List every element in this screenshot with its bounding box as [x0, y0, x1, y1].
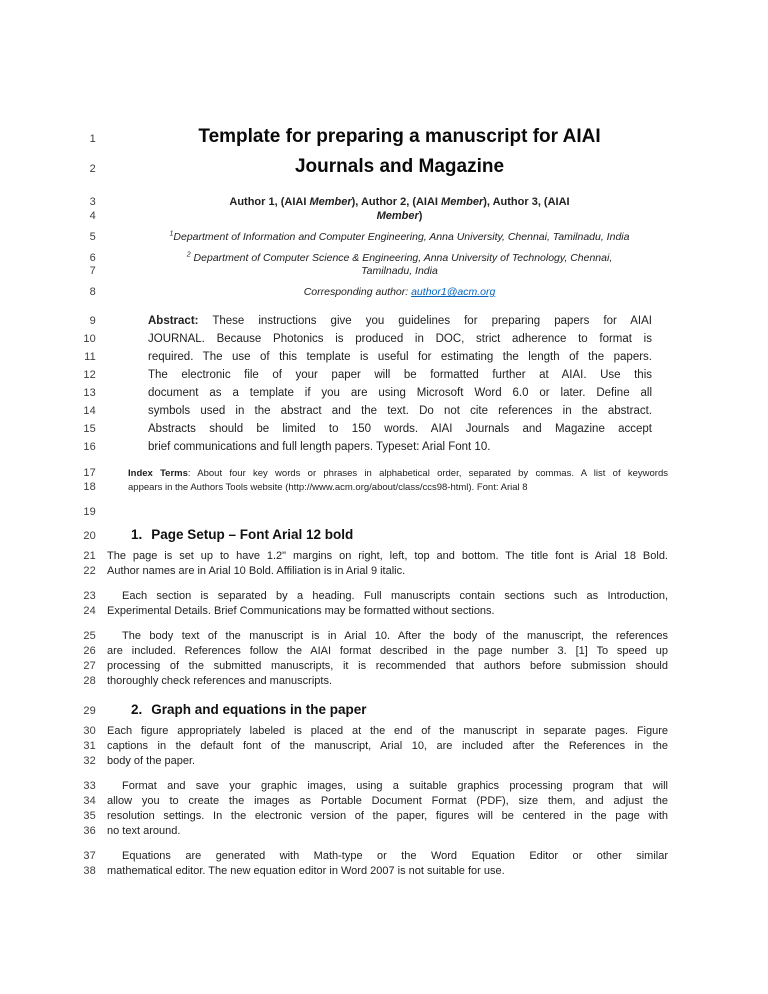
line-number: 3: [89, 196, 96, 208]
title-text-line-2: Journals and Magazine: [294, 156, 505, 177]
body-line: [0, 549, 768, 564]
body-line: [0, 644, 768, 659]
abstract-line: [0, 420, 768, 438]
line-number: 38: [83, 865, 96, 877]
abstract-body: These instructions give you guidelines for preparing papers for AIAI: [212, 315, 652, 327]
body-line: [0, 754, 768, 769]
line-number: 37: [83, 850, 96, 862]
heading-label: Graph and equations in the paper: [151, 702, 367, 717]
body-text: The page is set up to have 1.2" margins on right, left, top and bottom. The title font is Arial 18 Bold.: [107, 550, 668, 562]
abstract-text: required. The use of this template is useful for estimating the length of the papers.: [148, 351, 652, 363]
blank-line-row: [0, 506, 768, 519]
title-text-line-1: Template for preparing a manuscript for AIAI: [198, 126, 601, 147]
line-number: 26: [83, 645, 96, 657]
abstract-line: [0, 330, 768, 348]
member-label: Member: [441, 196, 484, 208]
index-terms-text: [107, 468, 668, 481]
abstract-text: [107, 312, 668, 330]
body-line: [0, 674, 768, 689]
heading-number: 2.: [131, 702, 143, 717]
line-number: 36: [83, 825, 96, 837]
section-1-heading: [0, 526, 768, 545]
line-number: 13: [83, 387, 96, 399]
index-terms-text: appears in the Authors Tools website (http://www.acm.org/about/class/ccs98-html). Font: Arial 8: [128, 481, 528, 493]
author-text: ), Author 2, (AIAI: [351, 196, 442, 208]
document-title: [0, 123, 768, 183]
index-terms-line: [0, 481, 768, 495]
line-number: 35: [83, 810, 96, 822]
heading-number: 1.: [131, 527, 143, 542]
body-line: [0, 864, 768, 879]
index-terms-body: : About four key words or phrases in alphabetical order, separated by commas. A list of keywords: [187, 468, 668, 479]
line-number: 2: [89, 163, 96, 175]
heading-line: [0, 701, 768, 720]
body-line: [0, 824, 768, 839]
line-number: 18: [83, 480, 96, 493]
line-number: 27: [83, 660, 96, 672]
body-text: Each section is separated by a heading. Full manuscripts contain sections such as Introduction,: [122, 590, 668, 602]
line-number: 25: [83, 630, 96, 642]
index-terms: [0, 467, 768, 494]
body-text: Experimental Details. Brief Communications may be formatted without sections.: [107, 605, 495, 617]
affiliation-line: [0, 231, 768, 244]
affiliation-line: [0, 265, 768, 278]
abstract-line: [0, 348, 768, 366]
paragraph: [0, 629, 768, 689]
authors-line-1: [0, 195, 768, 209]
abstract-line: [0, 366, 768, 384]
body-line: [0, 589, 768, 604]
line-number: 6: [89, 252, 96, 264]
member-label: Member: [376, 210, 419, 222]
abstract-text: JOURNAL. Because Photonics is produced in DOC, strict adherence to format is: [148, 333, 652, 345]
abstract-text: brief communications and full length papers. Typeset: Arial Font 10.: [148, 441, 491, 453]
body-text: body of the paper.: [107, 755, 196, 767]
line-number: 33: [83, 780, 96, 792]
paragraph: [0, 779, 768, 839]
body-line: [0, 794, 768, 809]
line-number: 1: [89, 133, 96, 145]
index-terms-label: Index Terms: [128, 468, 188, 479]
corresponding-author-line: [0, 286, 768, 299]
line-number: 28: [83, 675, 96, 687]
line-number: 7: [89, 265, 96, 277]
body-line: [0, 849, 768, 864]
corresponding-author: [0, 286, 768, 299]
body-text: Author names are in Arial 10 Bold. Affiliation is in Arial 9 italic.: [107, 565, 406, 577]
line-number: 10: [83, 333, 96, 345]
abstract-line: [0, 384, 768, 402]
abstract-text: symbols used in the abstract and the text. Do not cite references in the abstract.: [148, 405, 652, 417]
line-number: 17: [83, 467, 96, 479]
heading-text: [107, 526, 668, 544]
body-line: [0, 629, 768, 644]
line-number: 21: [83, 550, 96, 562]
line-number: 32: [83, 755, 96, 767]
paragraph: [0, 589, 768, 619]
heading-label: Page Setup – Font Arial 12 bold: [151, 527, 354, 542]
body-text: are included. References follow the AIAI format described in the page number 3. [1] To speed up: [107, 645, 668, 657]
abstract-label: Abstract:: [148, 315, 199, 327]
line-number: 11: [84, 351, 96, 363]
abstract-line: [0, 312, 768, 330]
abstract-text: The electronic file of your paper will be formatted further at AIAI. Use this: [148, 369, 652, 381]
affiliation-1: [0, 231, 768, 244]
affiliation-text: [107, 252, 668, 265]
member-label: Member: [309, 196, 352, 208]
line-number: 4: [89, 210, 96, 222]
line-number: 9: [89, 315, 96, 327]
body-line: [0, 659, 768, 674]
abstract-text: document as a template if you are using Microsoft Word 6.0 or later. Define all: [148, 387, 652, 399]
line-number: 30: [83, 725, 96, 737]
paragraph: [0, 549, 768, 579]
author-text: ), Author 3, (AIAI: [483, 196, 570, 208]
authors-text: [107, 209, 668, 223]
affiliation-line: [0, 252, 768, 265]
abstract-text: Abstracts should be limited to 150 words. AIAI Journals and Magazine accept: [148, 423, 652, 435]
body-text: captions in the default font of the manuscript, Arial 10, are included after the References in the: [107, 740, 668, 752]
superscript: 2: [186, 251, 191, 259]
title-line-2: [0, 153, 768, 183]
abstract-line: [0, 402, 768, 420]
line-number: 34: [83, 795, 96, 807]
line-number: 5: [89, 231, 96, 243]
line-number: 31: [83, 740, 96, 752]
line-number: 22: [83, 565, 96, 577]
author-list: [0, 195, 768, 223]
affiliation-text: [107, 231, 668, 244]
corresponding-label: Corresponding author:: [303, 286, 412, 298]
body-line: [0, 604, 768, 619]
line-number: 24: [83, 605, 96, 617]
abstract-line: [0, 438, 768, 456]
corresponding-author-link[interactable]: author1@acm.org: [411, 286, 496, 298]
body-line: [0, 724, 768, 739]
body-text: processing of the submitted manuscripts, it is recommended that authors before submission should: [107, 660, 668, 672]
body-text: mathematical editor. The new equation editor in Word 2007 is not suitable for use.: [107, 865, 505, 877]
paragraph: [0, 724, 768, 769]
line-number: 29: [83, 705, 96, 717]
line-number: 12: [83, 369, 96, 381]
line-number: 15: [83, 423, 96, 435]
paragraph: [0, 849, 768, 879]
body-text: Format and save your graphic images, using a suitable graphics processing program that will: [122, 780, 668, 792]
body-line: [0, 809, 768, 824]
superscript: 1: [169, 230, 174, 238]
index-terms-line: [0, 467, 768, 481]
corresponding-author-text: [107, 286, 668, 299]
line-number: 19: [83, 506, 96, 518]
authors-text: [107, 195, 668, 209]
body-text: no text around.: [107, 825, 181, 837]
heading-text: [107, 701, 668, 719]
body-line: [0, 739, 768, 754]
affiliation-text: Tamilnadu, India: [361, 265, 438, 277]
affiliation-body: Department of Information and Computer Engineering, Anna University, Chennai, Tamilnadu, India: [173, 231, 630, 243]
heading-line: [0, 526, 768, 545]
body-line: [0, 564, 768, 579]
line-number: 8: [89, 286, 96, 298]
line-number: 14: [83, 405, 96, 417]
body-text: Equations are generated with Math-type or the Word Equation Editor or other similar: [122, 850, 668, 862]
body-text: The body text of the manuscript is in Arial 10. After the body of the manuscript, the references: [122, 630, 668, 642]
line-number: 20: [83, 530, 96, 542]
section-2-heading: [0, 701, 768, 720]
author-text: ): [418, 210, 423, 222]
body-text: resolution settings. In the electronic version of the paper, figures will be centered in the page with: [107, 810, 668, 822]
body-text: Each figure appropriately labeled is placed at the end of the manuscript in separate pages. Figure: [107, 725, 668, 737]
body-line: [0, 779, 768, 794]
line-number: 23: [83, 590, 96, 602]
authors-line-2: [0, 209, 768, 223]
body-text: thoroughly check references and manuscripts.: [107, 675, 333, 687]
line-number: 16: [83, 441, 96, 453]
title-line-1: [0, 123, 768, 153]
abstract: [0, 312, 768, 456]
body-text: allow you to create the images as Portable Document Format (PDF), size them, and adjust the: [107, 795, 668, 807]
blank-line: [0, 506, 768, 519]
affiliation-2: [0, 252, 768, 278]
author-text: Author 1, (AIAI: [229, 196, 310, 208]
affiliation-body: Department of Computer Science & Engineering, Anna University of Technology, Chennai,: [190, 252, 613, 264]
